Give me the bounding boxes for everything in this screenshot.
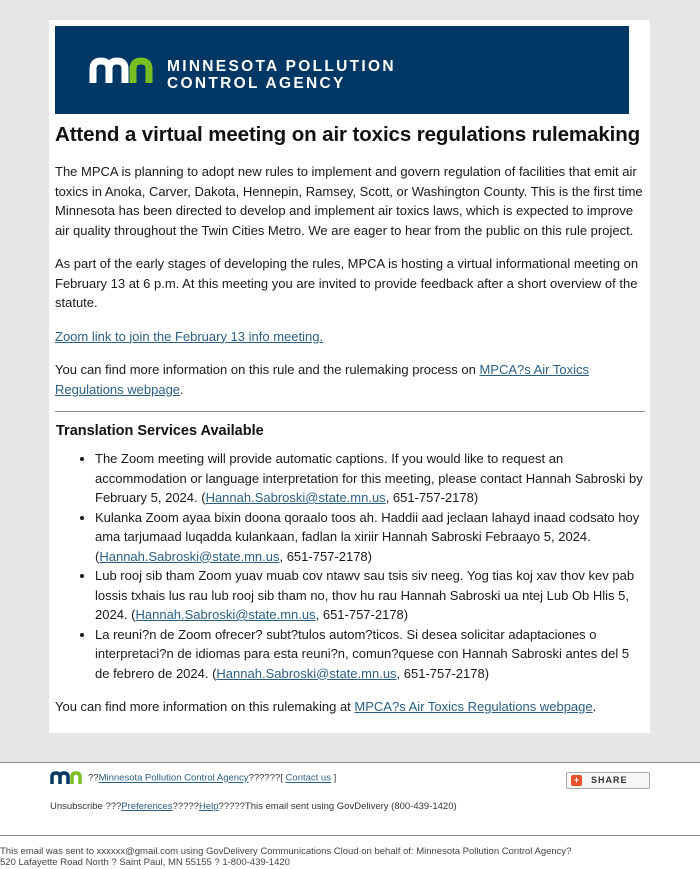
list-item: • Lub rooj sib tham Zoom yuav muab cov ntawv sau tsis siv neeg. Yog tias koj xav thov kev pab lossis txhais lus rau lub rooj sib tham no, thov hu rau Hannah Sabroski ua ntej Lub Ob Hlis 5, 2024. (Hannah.Sabroski@state.mn.us, 651-757-2178) [95,566,645,625]
translation-heading: Translation Services Available [56,423,264,439]
closing-paragraph: You can find more information on this rulemaking at MPCA?s Air Toxics Regulations webpage. [55,699,597,714]
footer-agency-row: ??Minnesota Pollution Control Agency??????[ Contact us ] [50,771,336,785]
agency-link[interactable]: Minnesota Pollution Control Agency [98,772,249,784]
email-link[interactable]: Hannah.Sabroski@state.mn.us [216,665,397,681]
contact-us-link[interactable]: Contact us [285,772,331,784]
zoom-paragraph [55,327,645,347]
meeting-paragraph: As part of the early stages of developing the rules, MPCA is hosting a virtual informational meeting on February 13 at 6 p.m. At this meeting you are invited to provide feedback after a short overview of the statute. [55,256,639,310]
help-link[interactable]: Help [198,801,219,812]
translation-list [55,449,645,683]
email-link[interactable]: Hannah.Sabroski@state.mn.us [99,548,280,564]
footer-divider-top [0,762,700,763]
email-footer [0,762,700,869]
intro-paragraph: The MPCA is planning to adopt new rules to implement and govern regulation of facilities that emit air toxics in Anoka, Carver, Dakota, Hennepin, Ramsey, Scott, or Washington County. This is the first time Minnesota has been directed to develop and implement air toxics laws, which is expected to improve air quality throughout the Twin Cities Metro. We are eager to hear from the public on this rule project. [55,164,643,238]
list-item: • Kulanka Zoom ayaa bixin doona qoraalo toos ah. Haddii aad jeclaan lahayd inaad codsato hoy ama tarjumaad luqadda kulankaan, fadlan la xiriir Hannah Sabroski Febraayo 5, 2024. (Hannah.Sabroski@state.mn.us, 651-757-2178) [95,508,645,567]
footer-links-row: Unsubscribe ???Preferences?????Help?????This email sent using GovDelivery (800-439-1420) [50,801,457,812]
footer-legal: This email was sent to xxxxxx@gmail.com using GovDelivery Communications Cloud on behalf of: Minnesota Pollution Control Agency? 520 Lafayette Road North ? Saint Paul, MN 55155 ? 1-800-439-1420 [0,846,572,868]
mpca-mini-logo-icon [50,771,84,785]
agency-wordmark [167,58,396,92]
wordmark-line1: MINNESOTA POLLUTION [167,58,396,75]
zoom-link[interactable]: Zoom link to join the February 13 info meeting. [55,328,324,344]
section-divider [55,411,645,412]
list-item: • La reuni?n de Zoom ofrecer? subt?tulos autom?ticos. Si desea solicitar adaptaciones o interpretaci?n de idiomas para esta reuni?n, comun?quese con Hannah Sabroski antes del 5 de febrero de 2024. (Hannah.Sabroski@state.mn.us, 651-757-2178) [95,625,645,684]
main-content [55,118,645,717]
share-button[interactable]: + SHARE [566,772,650,789]
footer-divider-bottom [0,835,700,836]
share-icon: + [571,775,582,786]
wordmark-line2: CONTROL AGENCY [167,75,346,92]
mpca-logo-icon [89,57,157,85]
email-card [49,20,650,733]
more-info-paragraph: You can find more information on this rule and the rulemaking process on MPCA?s Air Toxics Regulations webpage. [55,362,590,397]
email-link[interactable]: Hannah.Sabroski@state.mn.us [135,607,316,622]
header-banner [55,26,629,114]
air-toxics-webpage-link[interactable]: MPCA?s Air Toxics Regulations webpage [55,362,590,397]
air-toxics-webpage-link-2[interactable]: MPCA?s Air Toxics Regulations webpage [354,699,593,714]
email-link[interactable]: Hannah.Sabroski@state.mn.us [205,490,386,505]
list-item: • The Zoom meeting will provide automatic captions. If you would like to request an accommodation or language interpretation for this meeting, please contact Hannah Sabroski by February 5, 2024. (Hannah.Sabroski@state.mn.us, 651-757-2178) [95,449,645,508]
page-title: Attend a virtual meeting on air toxics regulations rulemaking [55,123,641,146]
preferences-link[interactable]: Preferences [121,801,173,812]
